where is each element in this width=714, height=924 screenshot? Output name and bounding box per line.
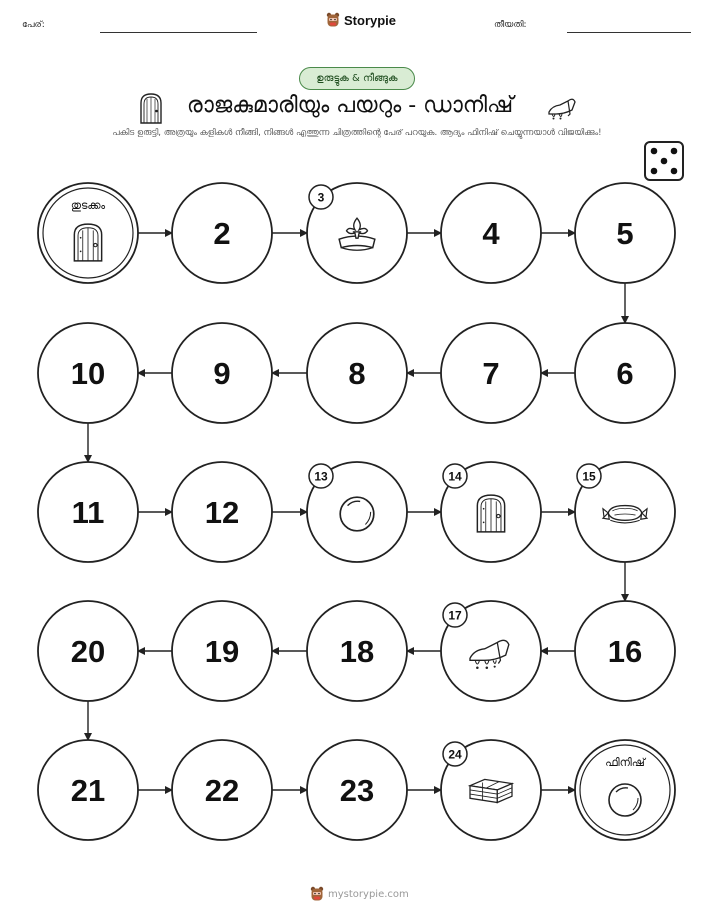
space-number: 12	[204, 495, 240, 530]
board-space-13[interactable]	[307, 462, 407, 562]
space-number: 18	[339, 634, 375, 669]
space-number: 14	[448, 469, 462, 484]
board-space-1[interactable]	[38, 183, 138, 283]
name-label: പേര്:	[22, 20, 45, 30]
space-number: 8	[348, 356, 366, 391]
space-number: 19	[204, 634, 240, 669]
footer-url: mystorypie.com	[328, 888, 409, 900]
date-label: തീയതി:	[494, 20, 527, 30]
board-space-17[interactable]	[441, 601, 541, 701]
space-number: 24	[448, 747, 462, 762]
board-space-5[interactable]	[575, 183, 675, 283]
space-number: 16	[607, 634, 643, 669]
board-space-20[interactable]	[38, 601, 138, 701]
board-space-18[interactable]	[307, 601, 407, 701]
board-space-4[interactable]	[441, 183, 541, 283]
space-number: 22	[204, 773, 240, 808]
space-number: 2	[213, 216, 231, 251]
board-space-7[interactable]	[441, 323, 541, 423]
page-title: രാജകുമാരിയും പയറും - ഡാനിഷ്	[186, 93, 514, 118]
board-space-24[interactable]	[441, 740, 541, 840]
board-space-22[interactable]	[172, 740, 272, 840]
space-number: 11	[71, 495, 105, 530]
pea-icon	[609, 784, 641, 816]
space-number: 9	[213, 356, 231, 391]
board-space-2[interactable]	[172, 183, 272, 283]
space-number: 3	[317, 190, 325, 205]
space-number: 13	[314, 469, 328, 484]
start-label: തുടക്കം	[70, 199, 106, 212]
space-number: 7	[482, 356, 500, 391]
bear-logo-icon	[310, 886, 324, 902]
space-number: 20	[70, 634, 106, 669]
board-space-6[interactable]	[575, 323, 675, 423]
space-number: 23	[339, 773, 375, 808]
footer	[310, 886, 409, 902]
door-icon	[74, 224, 101, 261]
instructions: പകിട ഉരുട്ടി, അത്രയും കളികൾ നീങ്ങി, നിങ്ങൾ എത്തുന്ന ചിത്രത്തിന്റെ പേര് പറയുക. ആദ്യം ഫിനിഷ് ചെയ്യുന്നയാൾ വിജയിക്കും!	[112, 128, 602, 138]
board-space-15[interactable]	[575, 462, 675, 562]
space-number: 4	[482, 216, 500, 251]
space-number: 21	[70, 773, 106, 808]
brand-name: Storypie	[344, 12, 397, 28]
door-icon	[477, 495, 504, 532]
board-space-12[interactable]	[172, 462, 272, 562]
board-space-9[interactable]	[172, 323, 272, 423]
finish-label: ഫിനിഷ്	[605, 756, 645, 769]
space-number: 17	[448, 608, 462, 623]
board-space-14[interactable]	[441, 462, 541, 562]
board-space-3[interactable]	[307, 183, 407, 283]
space-number: 5	[616, 216, 634, 251]
board-space-16[interactable]	[575, 601, 675, 701]
board-space-11[interactable]	[38, 462, 138, 562]
pea-icon	[340, 497, 374, 531]
board-space-25[interactable]	[575, 740, 675, 840]
space-number: 6	[616, 356, 634, 391]
board-space-21[interactable]	[38, 740, 138, 840]
game-type-badge: ഉരുട്ടുക & നീങ്ങുക	[299, 67, 415, 90]
board-space-8[interactable]	[307, 323, 407, 423]
board-space-23[interactable]	[307, 740, 407, 840]
board-space-19[interactable]	[172, 601, 272, 701]
board-space-10[interactable]	[38, 323, 138, 423]
mattress-icon	[470, 779, 512, 802]
space-number: 15	[582, 469, 596, 484]
space-number: 10	[70, 356, 106, 391]
